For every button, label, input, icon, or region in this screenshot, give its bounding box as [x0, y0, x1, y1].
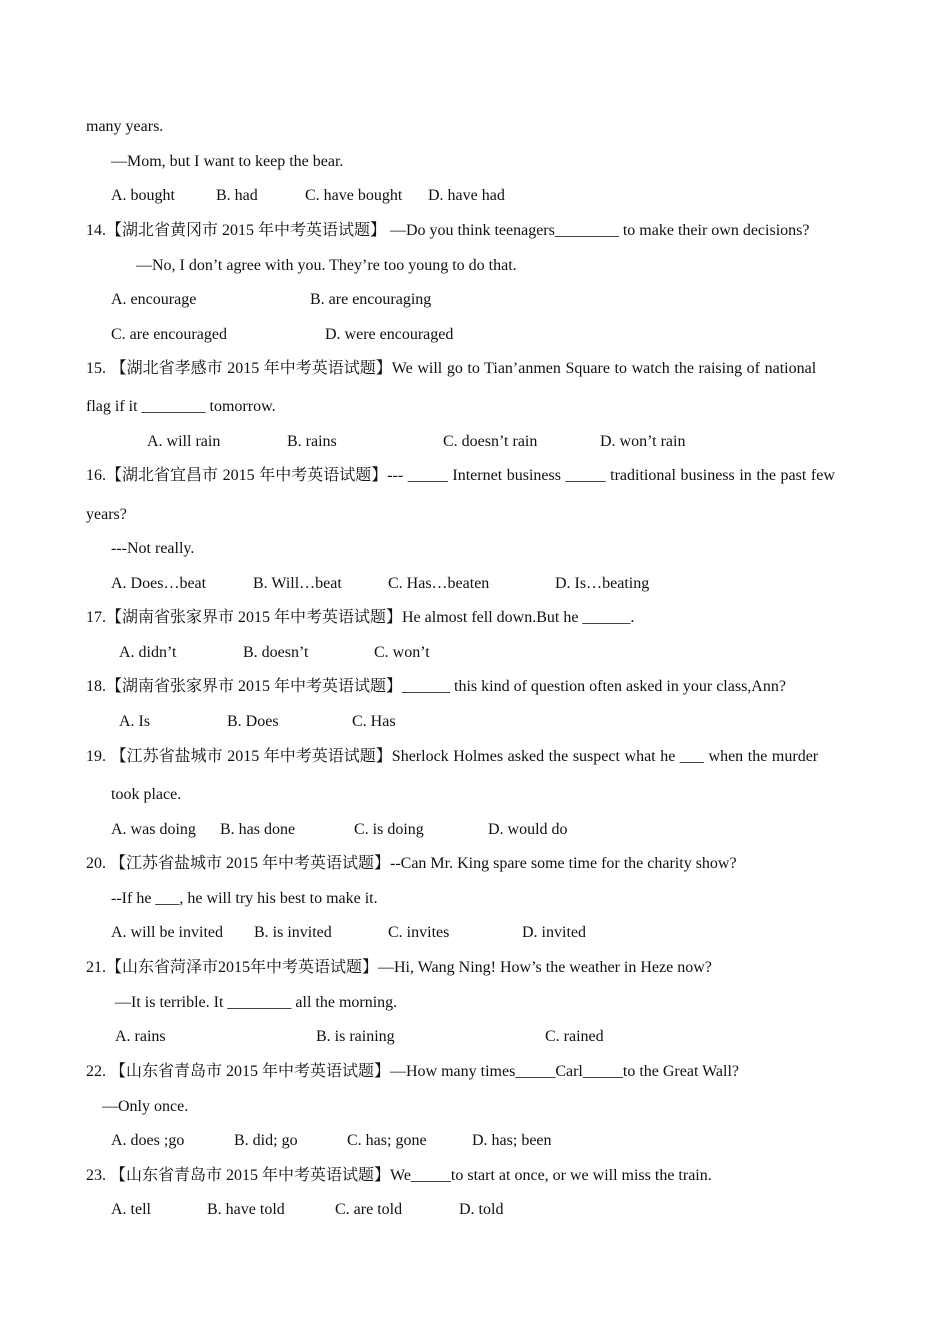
text-line: took place. [111, 786, 182, 803]
question-stem: 21.【山东省菏泽市2015年中考英语试题】—Hi, Wang Ning! How’s the weather in Heze now? [86, 959, 712, 976]
option-b: B. has done [220, 821, 296, 838]
option-a: A. was doing [111, 821, 196, 838]
option-d: D. told [459, 1201, 504, 1218]
option-b: B. is invited [254, 924, 332, 941]
text-line: —Mom, but I want to keep the bear. [111, 153, 344, 170]
option-c: C. doesn’t rain [443, 433, 538, 450]
option-d: D. Is…beating [555, 575, 650, 592]
question-stem: 20. 【江苏省盐城市 2015 年中考英语试题】--Can Mr. King spare some time for the charity show? [86, 855, 737, 872]
option-c: C. invites [388, 924, 450, 941]
option-b: B. rains [287, 433, 337, 450]
question-stem: 15. 【湖北省孝感市 2015 年中考英语试题】We will go to Tian’anmen Square to watch the raising of national [86, 360, 817, 377]
option-b: B. doesn’t [243, 644, 309, 661]
option-a: A. Is [119, 713, 151, 730]
option-a: A. encourage [111, 291, 197, 308]
option-c: C. is doing [354, 821, 424, 838]
text-line: many years. [86, 118, 164, 135]
option-a: A. rains [115, 1028, 166, 1045]
option-a: A. tell [111, 1201, 151, 1218]
option-d: D. invited [522, 924, 586, 941]
question-stem: 22. 【山东省青岛市 2015 年中考英语试题】—How many times_____Carl_____to the Great Wall? [86, 1063, 740, 1080]
option-b: B. have told [207, 1201, 285, 1218]
question-stem: 17.【湖南省张家界市 2015 年中考英语试题】He almost fell down.But he ______. [86, 609, 635, 626]
option-d: D. won’t rain [600, 433, 686, 450]
option-d: D. were encouraged [325, 326, 454, 343]
option-c: C. won’t [374, 644, 430, 661]
option-b: B. is raining [316, 1028, 395, 1045]
text-line: years? [86, 506, 127, 523]
option-c: C. Has [352, 713, 396, 730]
option-c: C. are encouraged [111, 326, 227, 343]
option-b: B. are encouraging [310, 291, 432, 308]
option-a: A. didn’t [119, 644, 177, 661]
option-a: A. bought [111, 187, 175, 204]
option-d: D. has; been [472, 1132, 552, 1149]
text-line: --If he ___, he will try his best to make it. [111, 890, 378, 907]
option-c: C. Has…beaten [388, 575, 490, 592]
text-line: —Only once. [102, 1098, 189, 1115]
option-a: A. Does…beat [111, 575, 207, 592]
option-a: A. does ;go [111, 1132, 185, 1149]
question-stem: 16.【湖北省宜昌市 2015 年中考英语试题】--- _____ Internet business _____ traditional business in the past few [86, 467, 835, 484]
option-c: C. have bought [305, 187, 403, 204]
question-stem: 18.【湖南省张家界市 2015 年中考英语试题】______ this kind of question often asked in your class,Ann? [86, 678, 786, 695]
text-line: flag if it ________ tomorrow. [86, 398, 276, 415]
question-stem: 23. 【山东省青岛市 2015 年中考英语试题】We_____to start at once, or we will miss the train. [86, 1167, 712, 1184]
text-line: —It is terrible. It ________ all the morning. [115, 994, 398, 1011]
option-b: B. did; go [234, 1132, 298, 1149]
option-c: C. has; gone [347, 1132, 427, 1149]
option-c: C. rained [545, 1028, 604, 1045]
option-a: A. will rain [147, 433, 221, 450]
option-d: D. have had [428, 187, 505, 204]
text-line: —No, I don’t agree with you. They’re too young to do that. [136, 257, 517, 274]
option-b: B. had [216, 187, 258, 204]
option-c: C. are told [335, 1201, 403, 1218]
option-b: B. Does [227, 713, 279, 730]
text-line: ---Not really. [111, 540, 195, 557]
question-stem: 19. 【江苏省盐城市 2015 年中考英语试题】Sherlock Holmes asked the suspect what he ___ when the murder [86, 748, 819, 765]
option-b: B. Will…beat [253, 575, 342, 592]
question-stem: 14.【湖北省黄冈市 2015 年中考英语试题】 —Do you think teenagers________ to make their own decisions? [86, 222, 810, 239]
option-d: D. would do [488, 821, 568, 838]
option-a: A. will be invited [111, 924, 223, 941]
